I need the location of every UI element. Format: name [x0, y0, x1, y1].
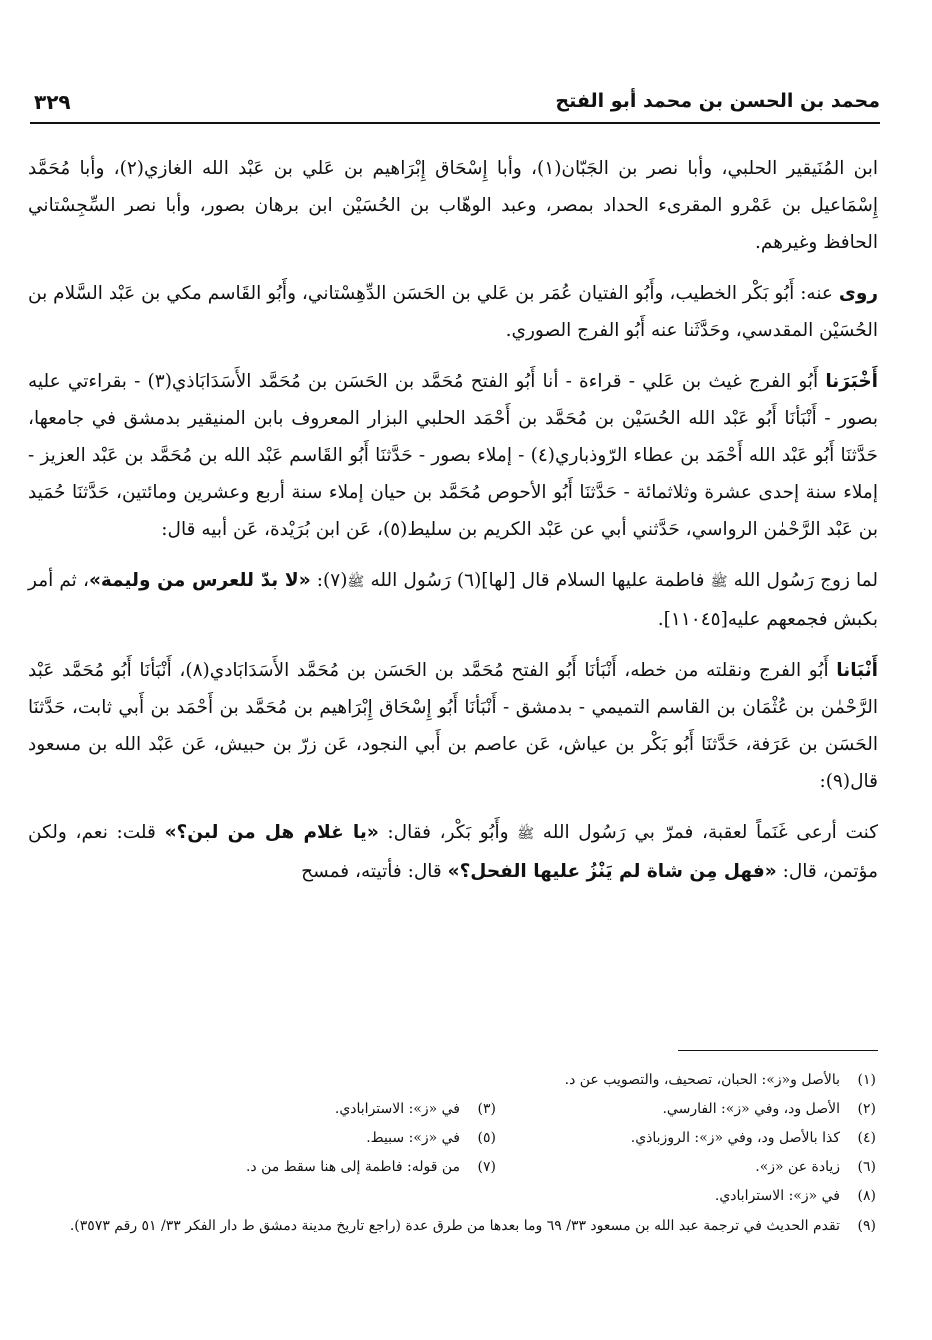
paragraph-6-text-c: قلت: نعم، ولكن مؤتمن، قال: — [28, 822, 878, 882]
footnote-text: من قوله: فاطمة إلى هنا سقط من د. — [245, 1159, 460, 1175]
footnote-7 — [116, 1153, 496, 1182]
paragraph-4-text-c: (٧): — [310, 570, 348, 591]
page-number: ٣٢٩ — [34, 90, 71, 114]
paragraph-3 — [28, 363, 878, 548]
paragraph-6-text-a: كنت أرعى غَنَماً لعقبة، فمرّ بي رَسُول الله — [534, 822, 879, 843]
main-text — [28, 150, 878, 904]
footnote-number: (٩) — [857, 1218, 876, 1234]
hadith-quote-2: «فهل مِن شاة لم يَنْزُ عليها الفحل؟» — [447, 861, 777, 882]
footnote-divider — [678, 1050, 878, 1051]
footnote-text: في «ز»: الاسترابادي. — [334, 1101, 460, 1117]
footnote-text: كذا بالأصل ود، وفي «ز»: الروزباذي. — [630, 1130, 840, 1146]
paragraph-5-text: أَبُو الفرج ونقلته من خطه، أَنْبَأنَا أَبُو الفتح مُحَمَّد بن الحَسَن بن مُحَمَّد الأَسَدَابَادي(٨)، أَنْبَأنَا أَبُو مُحَمَّد عَبْد الرَّحْمٰن بن عُثْمَان بن القاسم التميمي - بدمشق - أَنْبَأنَا أَبُو إِسْحَاق إِبْرَاهيم بن مُحَمَّد بن أَحْمَد بن أَبي ثابت، حَدَّثنَا الحَسَن بن عَرَفة، حَدَّثنَا أَبُو بَكْر بن عياش، عَن عاصم بن أَبي النجود، عَن زرّ بن حبيش، عَن عَبْد الله بن مسعود قال(٩): — [28, 660, 878, 792]
footnote-row — [50, 1124, 876, 1153]
footnote-number: (٥) — [477, 1130, 496, 1146]
footnotes — [50, 1066, 876, 1237]
footnote-number: (٣) — [477, 1101, 496, 1117]
footnote-text: في «ز»: سبيط. — [366, 1130, 460, 1146]
footnote-row — [50, 1153, 876, 1182]
footnote-number: (٧) — [477, 1159, 496, 1175]
page-header-title: محمد بن الحسن بن محمد أبو الفتح — [555, 90, 880, 112]
footnote-5 — [116, 1124, 496, 1153]
footnote-2 — [496, 1095, 876, 1124]
paragraph-4-hadith — [28, 562, 878, 638]
paragraph-6-hadith — [28, 814, 878, 890]
footnote-3 — [116, 1095, 496, 1124]
paragraph-4-text-a: لما زوج رَسُول الله — [727, 570, 878, 591]
footnote-number: (٨) — [857, 1188, 876, 1204]
footnote-number: (٤) — [857, 1130, 876, 1146]
salutation-symbol: ﷺ — [347, 574, 365, 590]
paragraph-5 — [28, 652, 878, 800]
paragraph-6-text-b: وأَبُو بَكْر، فقال: — [378, 822, 518, 843]
paragraph-2-lead-word: روى — [838, 283, 878, 304]
paragraph-2-text: عنه: أَبُو بَكْر الخطيب، وأَبُو الفتيان عُمَر بن عَلي بن الحَسَن الدِّهِسْتاني، وأَبُو القَاسم مكي بن عَبْد السَّلام بن الحُسَيْن المقدسي، وحَدَّثَنا عنه أَبُو الفرج الصوري. — [28, 283, 878, 341]
footnote-row — [50, 1095, 876, 1124]
paragraph-5-lead-word: أَنْبَانا — [836, 660, 878, 681]
footnote-text: بالأصل و«ز»: الحبان، تصحيف، والتصويب عن د. — [564, 1072, 840, 1088]
hadith-quote-1: «يا غلام هل من لبن؟» — [164, 822, 379, 843]
hadith-quote: «لا بدّ للعرس من وليمة» — [88, 570, 311, 591]
footnote-text: الأصل ود، وفي «ز»: الفارسي. — [662, 1101, 840, 1117]
footnote-1 — [50, 1066, 876, 1095]
footnote-4 — [496, 1124, 876, 1153]
footnote-number: (٢) — [857, 1101, 876, 1117]
paragraph-4-text-d: ، ثم أمر بكبش فجمعهم عليه[١١٠٤٥]. — [28, 570, 878, 630]
footnote-6 — [496, 1153, 876, 1182]
paragraph-3-lead-word: أَخْبَرَنا — [825, 371, 878, 392]
paragraph-4-text-b: فاطمة عليها السلام قال [لها](٦) رَسُول الله — [364, 570, 711, 591]
footnote-9 — [50, 1211, 876, 1237]
footnote-8 — [50, 1182, 876, 1211]
paragraph-1 — [28, 150, 878, 261]
paragraph-2 — [28, 275, 878, 349]
salutation-symbol: ﷺ — [517, 826, 535, 842]
paragraph-3-text: أَبُو الفرج غيث بن عَلي - قراءة - أنا أَبُو الفتح مُحَمَّد بن الحَسَن بن مُحَمَّد الأَسَدَابَاذي(٣) - بقراءتي عليه بصور - أَنْبَأنَا أَبُو عَبْد الله الحُسَيْن بن مُحَمَّد بن أَحْمَد الحلبي البزار المعروف بابن المنيقير بدمشق في جامعها، حَدَّثنَا أَبُو عَبْد الله أَحْمَد بن عطاء الرّوذباري(٤) - إملاء بصور - حَدَّثنَا أَبُو القَاسم عَبْد الله بن مُحَمَّد بن عَبْد العزيز - إملاء سنة إحدى عشرة وثلاثمائة - حَدَّثنَا أَبُو الأحوص مُحَمَّد بن حيان إملاء سنة أربع وعشرين ومائتين، حَدَّثنَا حُمَيد بن عَبْد الرَّحْمٰن الرواسي، حَدَّثني أبي عن عَبْد الكريم بن سليط(٥)، عَن ابن بُرَيْدة، عَن أبيه قال: — [28, 371, 878, 540]
footnote-text: في «ز»: الاسترابادي. — [714, 1188, 840, 1204]
footnote-number: (١) — [857, 1072, 876, 1088]
footnote-text: زيادة عن «ز». — [755, 1159, 840, 1175]
footnote-text: تقدم الحديث في ترجمة عبد الله بن مسعود ٣٣/ ٦٩ وما بعدها من طرق عدة (راجع تاريخ مدينة دمشق ط دار الفكر ٣٣/ ٥١ رقم ٣٥٧٣). — [69, 1218, 840, 1234]
footnote-number: (٦) — [857, 1159, 876, 1175]
running-header — [30, 86, 880, 124]
paragraph-1-text: ابن المُنَيقير الحلبي، وأبا نصر بن الجَبّان(١)، وأبا إِسْحَاق إِبْرَاهيم بن عَلي بن عَبْد الله الغازي(٢)، وأبا مُحَمَّد إِسْمَاعيل بن عَمْرو المقرىء الحداد بمصر، وعبد الوهّاب بن الحُسَيْن ابن برهان بصور، وأبا نصر السِّجِسْتاني الحافظ وغيرهم. — [28, 158, 878, 253]
salutation-symbol: ﷺ — [710, 574, 728, 590]
paragraph-6-text-d: قال: فأتيته، فمسح — [301, 861, 448, 882]
